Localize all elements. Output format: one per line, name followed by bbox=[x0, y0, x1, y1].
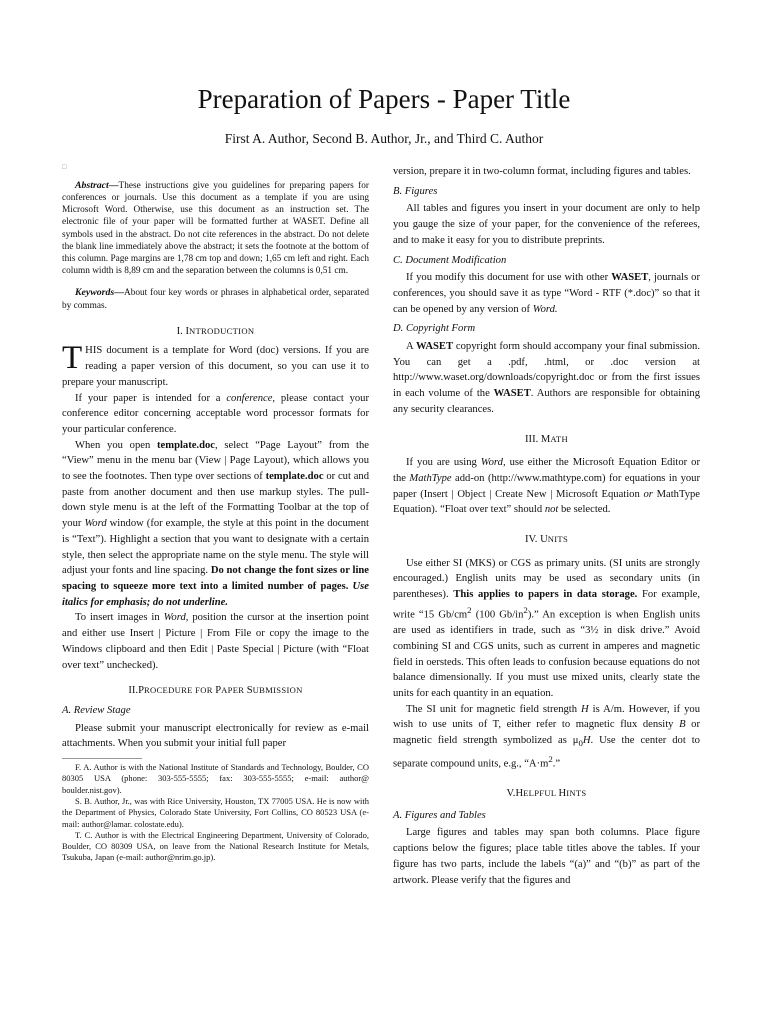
section-heading-introduction: I. INTRODUCTION bbox=[176, 325, 255, 337]
abstract-dash: — bbox=[108, 179, 119, 191]
intro-paragraph-2: If your paper is intended for a conference, please contact your conference editor concerning acceptable word processor formats for your particular conference. bbox=[62, 392, 370, 435]
intro-paragraph-1: THIS document is a template for Word (doc) versions. If you are reading a paper version of this document, so you can use it to prepare your manuscript. bbox=[62, 340, 369, 388]
figures-paragraph: All tables and figures you insert in your document are only to help you gauge the size of your paper, for the convenience of the referees, and to make it easy for you to distribute preprints. bbox=[393, 203, 700, 246]
section-heading-helpful-hints: V.HELPFUL HINTS bbox=[506, 788, 587, 800]
section-heading-procedure: II.PROCEDURE FOR PAPER SUBMISSION bbox=[128, 685, 303, 697]
drop-cap: T bbox=[62, 340, 83, 377]
footnote-1: F. A. Author is with the National Institute of Standards and Technology, Boulder, CO 80305 USA (phone: 303-555-5555; fax: 303-555-5555; e-mail: author@ boulder.nist.gov). bbox=[62, 762, 369, 795]
author-line: First A. Author, Second B. Author, Jr., and Third C. Author bbox=[224, 131, 544, 146]
intro-paragraph-3: When you open template.doc, select “Page Layout” from the “View” menu in the menu bar (View | Page Layout), which allows you to see the footnotes. Then type over sections of template.doc or cut and paste from another document and then use markup styles. The pull-down style menu is at the left of the Formatting Toolbar at the top of your Word window (for example, the style at this point in the document is “Text”). Highlight a section that you want to designate with a certain style, then select the appropriate name on the style menu. The style will adjust your fonts and line spacing. Do not change the font sizes or line spacing to squeeze more text into a limited number of pages. Use italics for emphasis; do not underline. bbox=[62, 439, 369, 608]
section-heading-math: III. MATH bbox=[525, 433, 568, 445]
copyright-paragraph: A WASET copyright form should accompany your final submission. You can get a .pdf, .html, or .doc version at http://www.waset.org/downloads/copyright.doc or from the first issues in each volume of the WASET. Authors are responsible for obtaining any security clearances. bbox=[393, 341, 701, 415]
paper-title: Preparation of Papers - Paper Title bbox=[197, 84, 571, 114]
footnote-3: T. C. Author is with the Electrical Engineering Department, University of Colorado, Boulder, CO 80309 USA, on leave from the National Research Institute for Metals, Tsukuba, Japan (e-mail: author@nrim.go.jp). bbox=[62, 829, 369, 863]
keywords-dash: — bbox=[114, 287, 124, 299]
review-continuation: version, prepare it in two-column format, including figures and tables. bbox=[393, 166, 691, 177]
keywords-label: Keywords bbox=[75, 287, 115, 299]
footnote-2: S. B. Author, Jr., was with Rice University, Houston, TX 77005 USA. He is now with the Department of Physics, Colorado State University, Fort Collins, CO 80523 USA (e-mail: author@lamar. colostate.edu). bbox=[62, 795, 369, 829]
left-column bbox=[62, 160, 369, 864]
subsection-document-modification: C. Document Modification bbox=[393, 254, 507, 266]
abstract-text: These instructions give you guidelines for preparing papers for conferences or journals. Use this document as a template if you are using Microsoft Word. Otherwise, use this document as an instruction set. The electronic file of your paper will be formatted further at WASET. Define all symbols used in the abstract. Do not cite references in the abstract. Do not delete the blank line immediately above the abstract; it sets the footnote at the bottom of this column. Page margins are 1,78 cm top and down; 1,65 cm left and right. Each column width is 8,89 cm and the separation between the columns is 0,51 cm. bbox=[62, 180, 369, 277]
subsection-review-stage: A. Review Stage bbox=[62, 704, 131, 716]
units-paragraph-2: The SI unit for magnetic field strength H is A/m. However, if you wish to use units of T, either refer to magnetic flux density B or magnetic field strength symbolized as $\mu_0H$. Use the center dot to separate compound units, e.g., “$A\cdot m^2$.” bbox=[393, 703, 700, 770]
units-paragraph-1: Use either SI (MKS) or CGS as primary units. (SI units are strongly encouraged.) English units may be used as secondary units (in parentheses). This applies to papers in data storage. For example, write “15 $Gb/cm^2$ (100 $Gb/in^2$).” An exception is when English units are used as identifiers in trade, such as “3½ in disk drive.” Avoid combining SI and CGS units, such as current in amperes and magnetic field in oersteds. This often leads to confusion because equations do not balance dimensionally. If you must use mixed units, clearly state the units for each quantity in an equation. bbox=[393, 557, 700, 699]
abstract bbox=[62, 180, 369, 278]
keywords bbox=[62, 287, 369, 311]
right-column bbox=[393, 164, 700, 888]
keywords-text: About four key words or phrases in alphabetical order, separated by commas. bbox=[62, 288, 369, 311]
intro-paragraph-4: To insert images in Word, position the cursor at the insertion point and either use Insert | Picture | From File or copy the image to the Windows clipboard and then Edit | Paste Special | Picture (with “Float over text” unchecked). bbox=[62, 612, 369, 671]
subsection-figures-and-tables: A. Figures and Tables bbox=[393, 809, 486, 821]
hints-paragraph: Large figures and tables may span both columns. Place figure captions below the figures; place table titles above the tables. If your figure has two parts, include the labels “(a)” and “(b)” as part of the artwork. Please verify that the figures and bbox=[393, 827, 700, 886]
review-paragraph: Please submit your manuscript electronically for review as e-mail attachments. When you submit your initial full paper bbox=[62, 722, 369, 750]
modification-paragraph: If you modify this document for use with other WASET, journals or conferences, you should save it as type “Word - RTF (*.doc)” so that it can be opened by any version of Word. bbox=[393, 272, 700, 315]
footnote-anchor-marker: □ bbox=[62, 163, 67, 171]
footnote-rule bbox=[62, 758, 142, 759]
section-heading-units: IV. UNITS bbox=[524, 534, 569, 546]
math-paragraph: If you are using Word, use either the Microsoft Equation Editor or the MathType add-on (http://www.mathtype.com) for equations in your paper (Insert | Object | Create New | Microsoft Equation or MathType Equation). “Float over text” should not be selected. bbox=[393, 457, 701, 516]
abstract-label: Abstract bbox=[75, 179, 109, 191]
subsection-figures: B. Figures bbox=[393, 185, 438, 197]
subsection-copyright-form: D. Copyright Form bbox=[393, 323, 476, 335]
